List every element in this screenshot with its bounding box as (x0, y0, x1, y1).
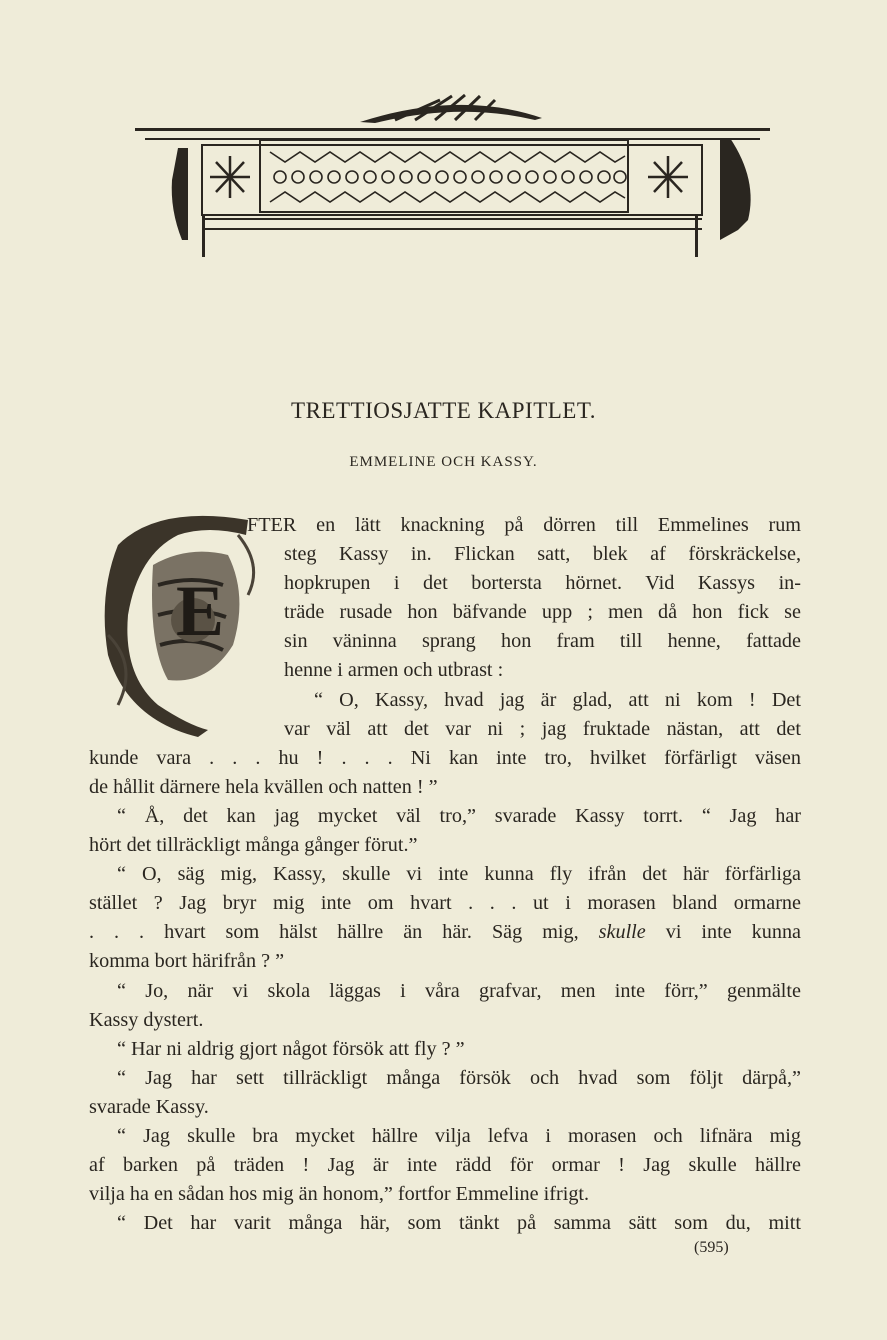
text-line: hört det tillräckligt många gånger förut.” (89, 834, 418, 857)
text-line: svarade Kassy. (89, 1095, 209, 1118)
chapter-body-text (89, 511, 801, 1238)
page-number: (595) (694, 1239, 729, 1256)
headpiece-top-rule (135, 128, 770, 131)
text-line: träde rusade hon bäfvande upp ; men då hon fick se (284, 601, 801, 624)
text-line: kunde vara . . . hu ! . . . Ni kan inte tro, hvilket förfärligt väsen (89, 746, 801, 769)
headpiece-left-star-ornament (210, 156, 250, 198)
text-line: “ Jag har sett tillräckligt många försök och hvad som följt därpå,” (117, 1066, 801, 1089)
text-line: henne i armen och utbrast : (284, 659, 504, 682)
text-line: “ O, säg mig, Kassy, skulle vi inte kunna fly ifrån det här förfärliga (117, 863, 801, 886)
text-line: sin väninna sprang hon fram till henne, fattade (284, 630, 801, 653)
headpiece-right-bracket (720, 138, 751, 240)
headpiece-right-star-ornament (648, 156, 688, 198)
text-line: “ Har ni aldrig gjort något försök att fly ? ” (117, 1037, 465, 1060)
text-line: FTER en lätt knackning på dörren till Emmelines rum (247, 514, 801, 536)
text-line: af barken på träden ! Jag är inte rädd för ormar ! Jag skulle hällre (89, 1154, 801, 1177)
initial-letter: E (176, 571, 225, 651)
headpiece-left-bracket (172, 148, 188, 240)
text-line: “ Å, det kan jag mycket väl tro,” svarade Kassy torrt. “ Jag har (117, 804, 801, 827)
text-line: . . . hvart som hälst hällre än här. Säg mig, skulle vi inte kunna (89, 921, 802, 944)
text-line: komma bort härifrån ? ” (89, 950, 285, 973)
text-line: vilja ha en sådan hos mig än honom,” fortfor Emmeline ifrigt. (89, 1183, 590, 1206)
text-line: de hållit därnere hela kvällen och natten ! ” (89, 775, 438, 798)
ornamental-headpiece (130, 90, 775, 265)
italic-word: skulle (598, 921, 646, 944)
text-line: steg Kassy in. Flickan satt, blek af förskräckelse, (284, 543, 801, 566)
text-line: “ O, Kassy, hvad jag är glad, att ni kom ! Det (314, 688, 801, 711)
text-line: Kassy dystert. (89, 1008, 204, 1031)
chapter-title: TRETTIOSJATTE KAPITLET. (291, 398, 596, 423)
headpiece-lattice-band (270, 152, 626, 202)
text-line: “ Det har varit många här, som tänkt på samma sätt som du, mitt (117, 1212, 801, 1235)
text-line: “ Jo, när vi skola läggas i våra grafvar, men inte förr,” genmälte (117, 979, 801, 1002)
text-line: var väl att det var ni ; jag fruktade nästan, att det (284, 717, 801, 740)
text-line: hopkrupen i det bortersta hörnet. Vid Kassys in- (284, 572, 801, 595)
text-line: stället ? Jag bryr mig inte om hvart . . . ut i morasen bland ormarne (89, 892, 801, 915)
chapter-subtitle: EMMELINE OCH KASSY. (349, 454, 538, 470)
text-line: “ Jag skulle bra mycket hällre vilja lefva i morasen och lifnära mig (117, 1124, 801, 1147)
